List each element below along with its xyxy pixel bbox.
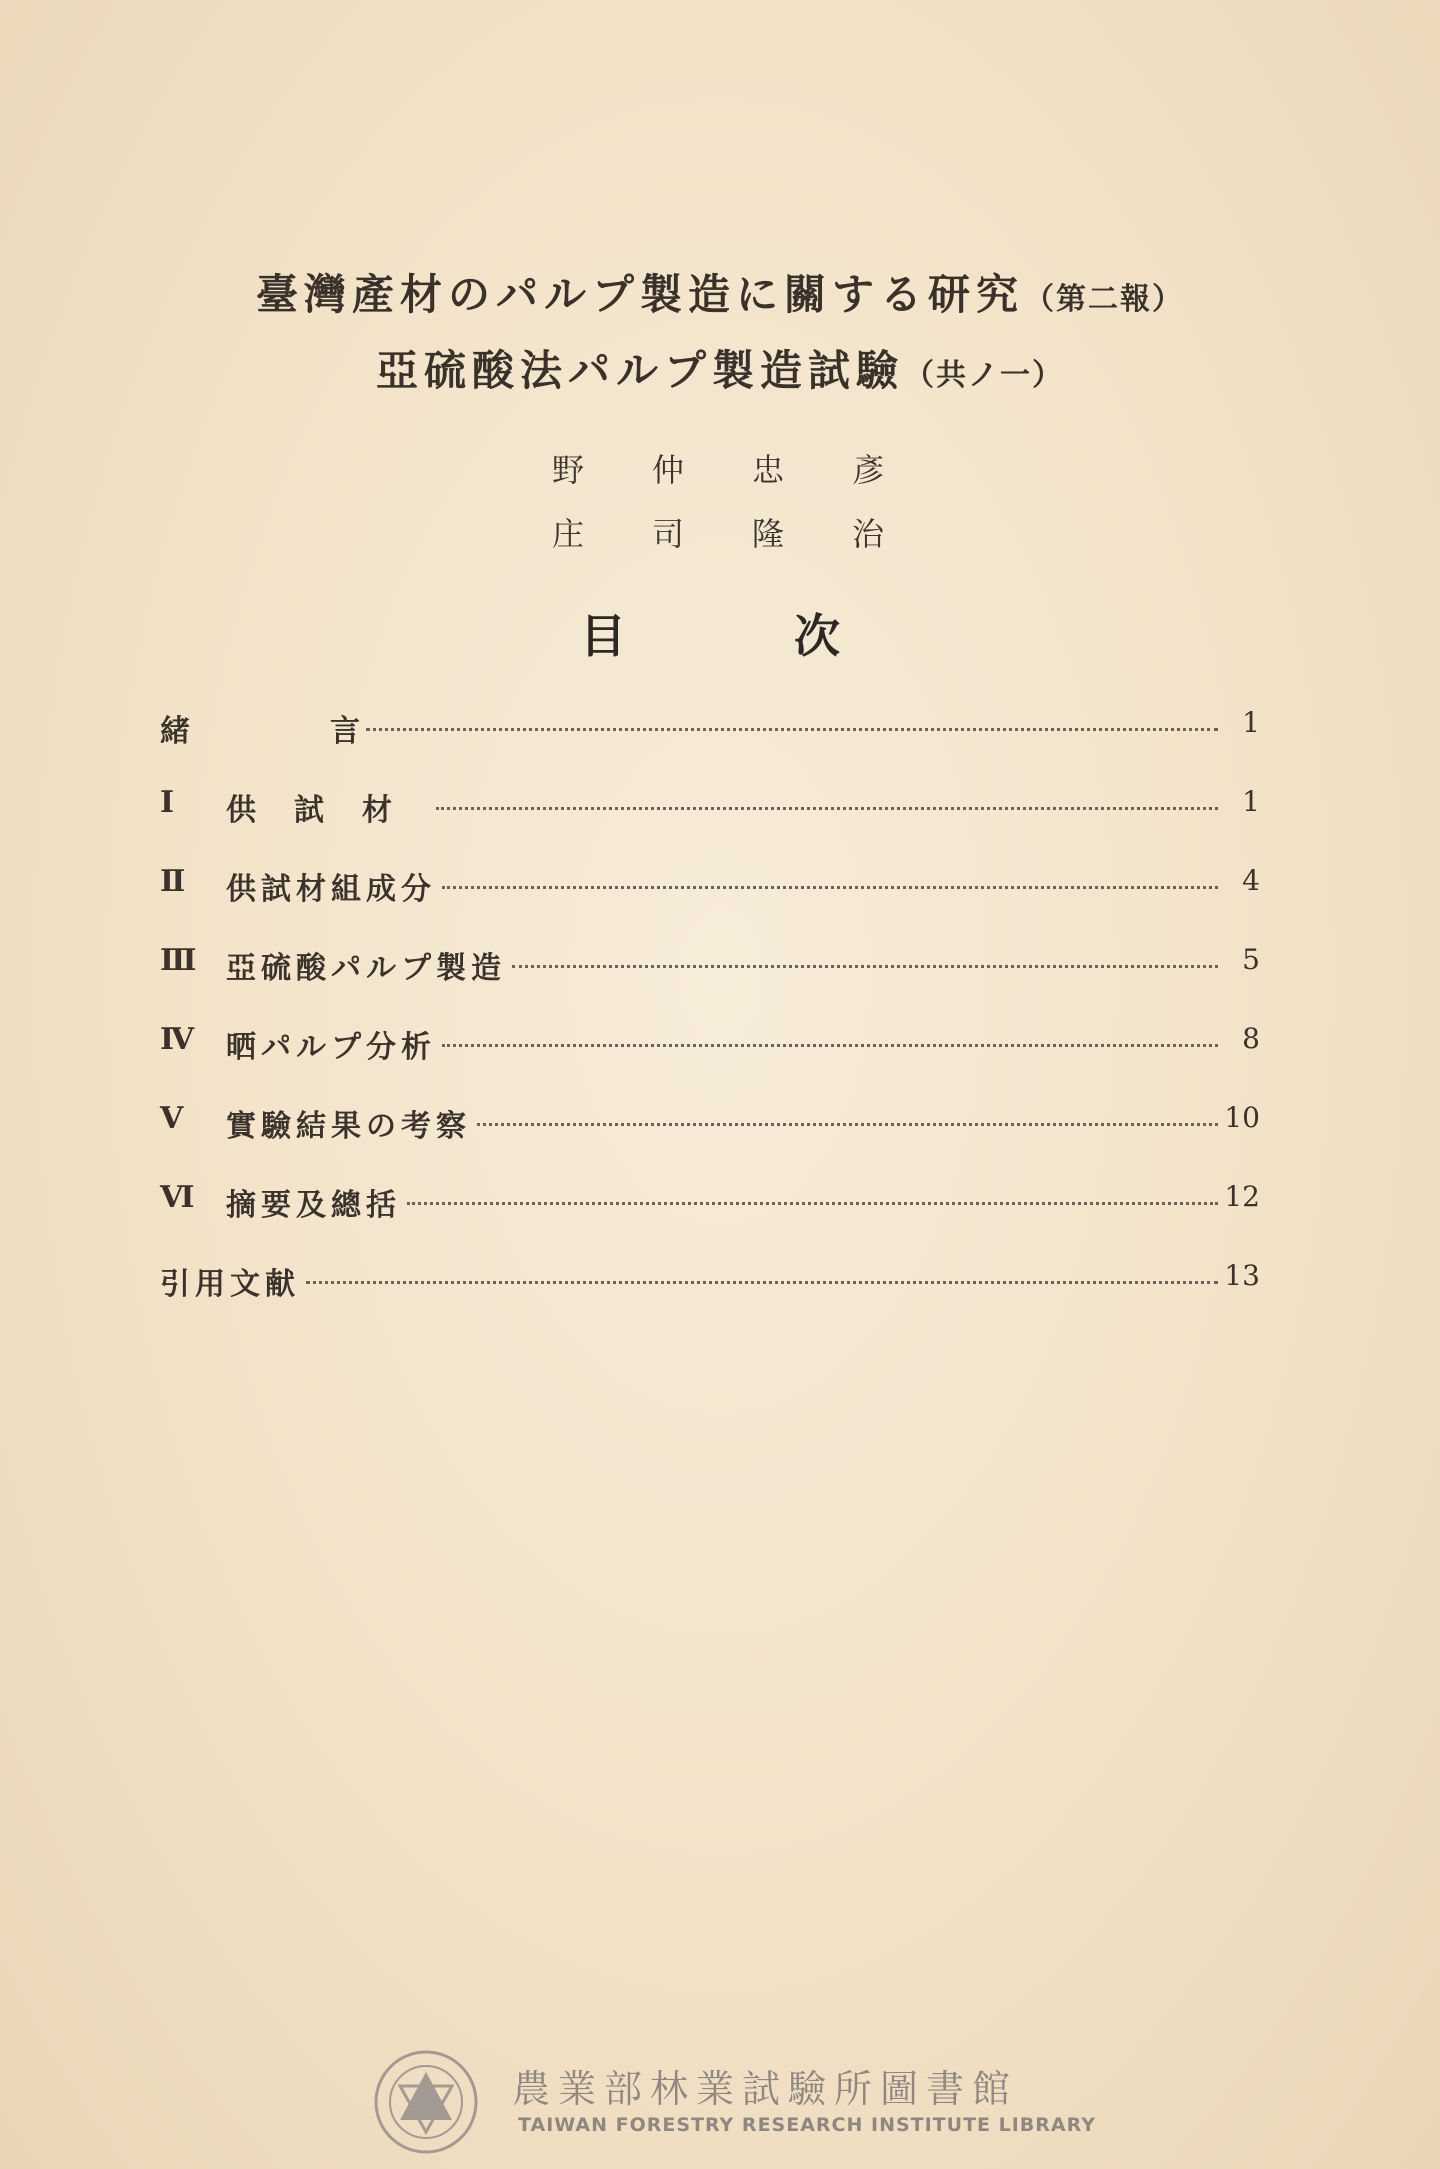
toc-leader-dots xyxy=(306,1259,1218,1284)
toc-heading-char: 次 xyxy=(794,609,840,663)
toc-entry-label: 供試材組成分 xyxy=(226,872,436,907)
toc-page-number: 4 xyxy=(1242,864,1260,897)
toc-leader-dots xyxy=(477,1101,1218,1126)
library-name-english: TAIWAN FORESTRY RESEARCH INSTITUTE LIBRARY xyxy=(518,2114,1096,2136)
toc-label-char: 言 xyxy=(330,714,360,749)
library-name: 農業部林業試驗所圖書館 xyxy=(512,2067,1019,2111)
author-char: 仲 xyxy=(651,451,684,489)
toc-entry-number: Ⅵ xyxy=(160,1180,195,1215)
author-char: 彥 xyxy=(851,451,884,489)
toc-entry-label: 晒パルプ分析 xyxy=(226,1030,436,1065)
toc-heading-char: 目 xyxy=(580,609,626,663)
toc-page-number: 5 xyxy=(1242,943,1260,976)
toc-entry-number: Ⅱ xyxy=(160,864,186,899)
paper-subtitle-main: 亞硫酸法パルプ製造試驗 xyxy=(375,346,904,395)
toc-leader-dots xyxy=(407,1180,1218,1205)
toc-leader-dots xyxy=(442,1022,1218,1047)
library-seal-icon xyxy=(372,2048,480,2156)
toc-page-number: 1 xyxy=(1242,785,1260,818)
toc-entry xyxy=(160,785,1260,864)
toc-entry-label: 供試材 xyxy=(226,793,430,828)
toc-entry xyxy=(160,706,1260,785)
toc-entry xyxy=(160,1180,1260,1259)
toc-page-number: 1 xyxy=(1242,706,1260,739)
author-char: 庄 xyxy=(551,515,584,553)
toc-entry-number: Ⅲ xyxy=(160,943,197,978)
toc-leader-dots xyxy=(512,943,1218,968)
toc-page-number: 8 xyxy=(1242,1022,1260,1055)
toc-entry-label: 實驗結果の考察 xyxy=(226,1109,471,1144)
author-char: 忠 xyxy=(751,451,784,489)
toc-entry-label: 亞硫酸パルプ製造 xyxy=(226,951,506,986)
toc-leader-dots xyxy=(366,706,1218,731)
toc-leader-dots xyxy=(442,864,1218,889)
author-char: 隆 xyxy=(751,515,784,553)
paper-subtitle-suffix: （共ノ一） xyxy=(904,358,1064,393)
toc-entry xyxy=(160,1101,1260,1180)
paper-subtitle xyxy=(0,338,1440,398)
author-char: 野 xyxy=(551,451,584,489)
toc-entry xyxy=(160,1022,1260,1101)
toc-entry-number: Ⅳ xyxy=(160,1022,195,1057)
toc-entry xyxy=(160,943,1260,1022)
toc-entry-label xyxy=(160,706,360,750)
toc-page-number: 13 xyxy=(1224,1259,1260,1292)
paper-title xyxy=(0,262,1440,322)
paper-title-suffix: （第二報） xyxy=(1024,282,1184,317)
author-1 xyxy=(548,438,888,502)
toc-heading xyxy=(580,600,840,666)
toc-entry-label: 引用文献 xyxy=(160,1267,300,1302)
author-char: 治 xyxy=(851,515,884,553)
toc-entry-label: 摘要及總括 xyxy=(226,1188,401,1223)
toc-entry xyxy=(160,1259,1260,1338)
toc-leader-dots xyxy=(436,785,1218,810)
author-list xyxy=(548,438,888,566)
toc-entry xyxy=(160,864,1260,943)
toc-entry-number: Ⅴ xyxy=(160,1101,184,1136)
author-2 xyxy=(548,502,888,566)
paper-title-main: 臺灣產材のパルプ製造に關する研究 xyxy=(255,270,1024,319)
toc-entry-number: Ⅰ xyxy=(160,785,175,820)
author-char: 司 xyxy=(651,515,684,553)
toc-label-char: 緒 xyxy=(160,714,190,749)
toc-page-number: 12 xyxy=(1224,1180,1260,1213)
table-of-contents xyxy=(160,706,1260,1338)
toc-page-number: 10 xyxy=(1224,1101,1260,1134)
